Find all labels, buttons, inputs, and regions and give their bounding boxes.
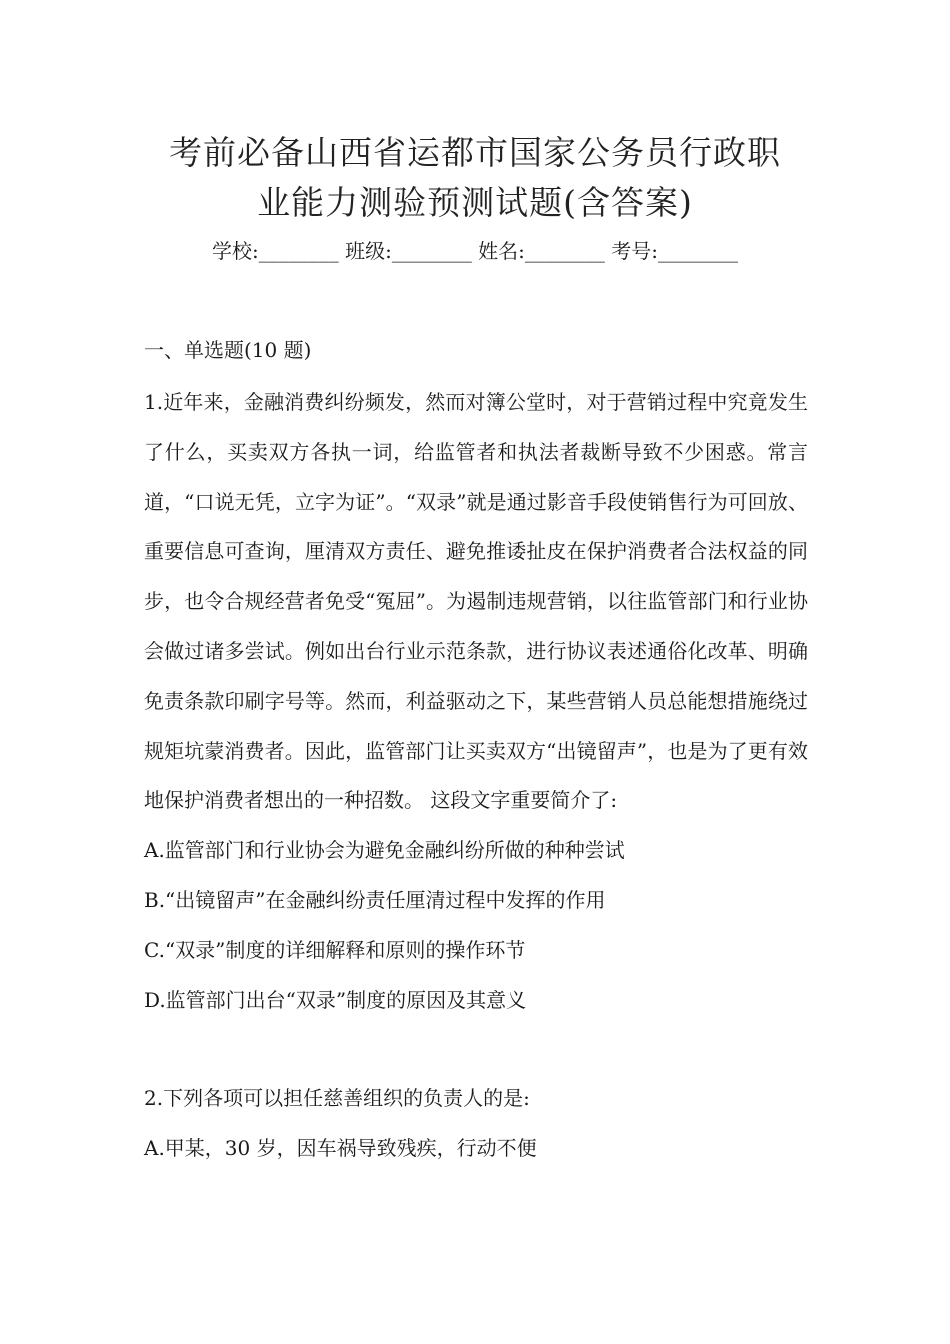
section-heading: 一、单选题(10 题) xyxy=(144,338,312,362)
question-2-stem: 2.下列各项可以担任慈善组织的负责人的是: xyxy=(144,1086,530,1111)
document-title-line-2: 业能力测验预测试题(含答案) xyxy=(257,183,693,222)
question-1-option-d: D.监管部门出台“双录”制度的原因及其意义 xyxy=(144,987,527,1012)
student-info-line: 学校:________ 班级:________ 姓名:________ 考号:________ xyxy=(211,239,739,263)
document-title-line-1: 考前必备山西省运都市国家公务员行政职 xyxy=(169,133,781,172)
question-1-stem: 1.近年来，金融消费纠纷频发，然而对簿公堂时，对于营销过程中究竟发生了什么，买卖双方各执一词，给监管者和执法者裁断导致不少困惑。常言道，“口说无凭，立字为证”。“双录”就是通过影音手段使销售行为可回放、重要信息可查询，厘清双方责任、避免推诿扯皮在保护消费者合法权益的同步，也令合规经营者免受“冤屈”。为遏制违规营销，以往监管部门和行业协会做过诸多尝试。例如出台行业示范条款，进行协议表述通俗化改革、明确免责条款印刷字号等。然而，利益驱动之下，某些营销人员总能想措施绕过规矩坑蒙消费者。因此，监管部门让买卖双方“出镜留声”，也是为了更有效地保护消费者想出的一种招数。 这段文字重要简介了: xyxy=(144,390,808,813)
question-1-option-b: B.“出镜留声”在金融纠纷责任厘清过程中发挥的作用 xyxy=(144,887,606,912)
question-1-option-c: C.“双录”制度的详细解释和原则的操作环节 xyxy=(144,937,526,962)
question-spacer xyxy=(144,1025,808,1074)
document-body xyxy=(144,328,808,1174)
question-1-option-a: A.监管部门和行业协会为避免金融纠纷所做的种种尝试 xyxy=(144,838,625,863)
question-2-option-a: A.甲某，30 岁，因车祸导致残疾，行动不便 xyxy=(144,1136,537,1161)
